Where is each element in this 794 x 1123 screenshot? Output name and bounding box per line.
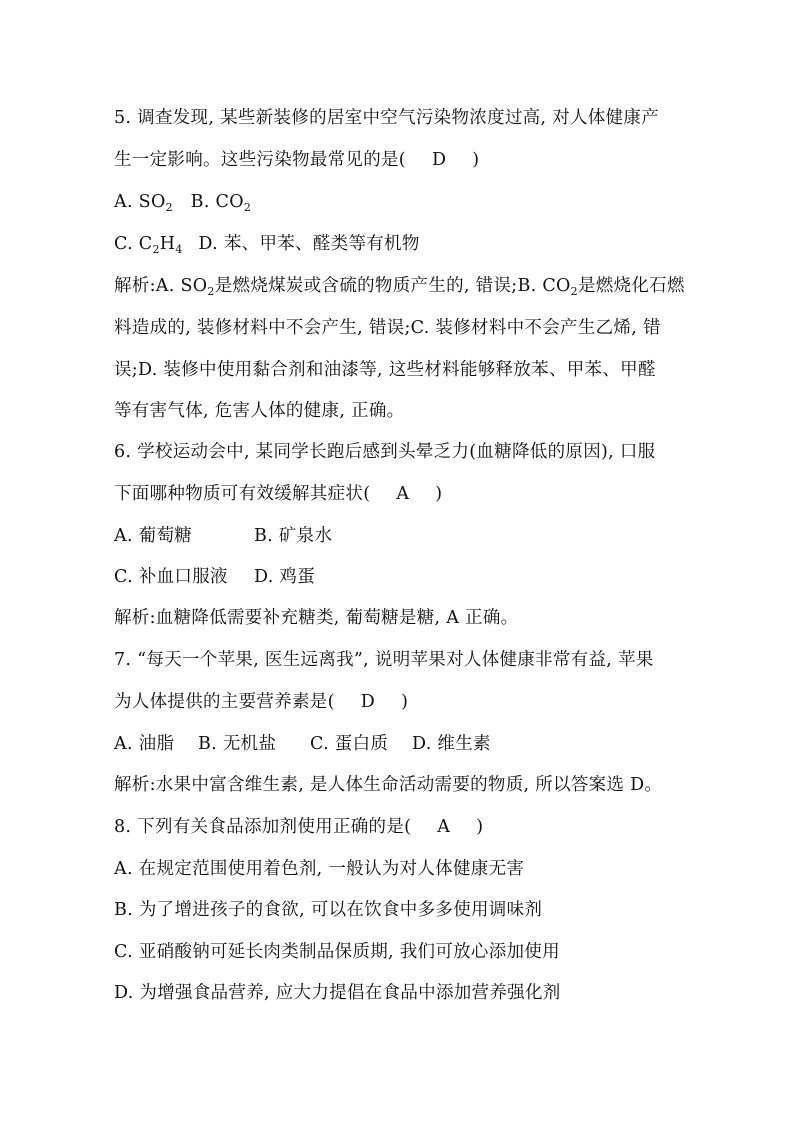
q5-stem-line2 <box>114 148 694 172</box>
q5-analysis-line3: 误;D. 装修中使用黏合剂和油漆等, 这些材料能够释放苯、甲苯、甲醛 <box>114 360 656 380</box>
q6-option-c: C. 补血口服液 <box>114 567 228 587</box>
q5-options-ab <box>114 190 694 214</box>
q5-option-b-text: B. CO <box>190 192 244 212</box>
q8-stem-text: 8. 下列有关食品添加剂使用正确的是( <box>114 817 412 837</box>
q5-analysis-part-b: 是燃烧煤炭或含硫的物质产生的, 错误;B. CO <box>214 276 571 296</box>
q5-option-b <box>191 192 252 212</box>
q5-option-a-sub: 2 <box>165 201 173 214</box>
q5-option-c-sub1: 2 <box>152 243 160 256</box>
q8-option-d: D. 为增强食品营养, 应大力提倡在食品中添加营养强化剂 <box>114 983 561 1003</box>
q8-close-paren: ) <box>476 817 484 837</box>
q5-analysis-line4: 等有害气体, 危害人体的健康, 正确。 <box>114 401 405 421</box>
q7-options <box>114 732 694 756</box>
q8-option-b: B. 为了增进孩子的食欲, 可以在饮食中多多使用调味剂 <box>114 900 543 920</box>
q5-option-a <box>114 192 173 212</box>
q5-analysis-part-c: 是燃烧化石燃 <box>577 276 685 296</box>
q6-close-paren: ) <box>435 484 443 504</box>
q5-option-a-text: A. SO <box>114 192 166 212</box>
q5-option-d: D. 苯、甲苯、醛类等有机物 <box>198 234 420 254</box>
q7-option-c: C. 蛋白质 <box>310 734 389 754</box>
q8-answer: A <box>437 817 451 837</box>
q5-options-cd <box>114 232 694 256</box>
q7-option-a: A. 油脂 <box>114 734 175 754</box>
q6-stem-text: 下面哪种物质可有效缓解其症状( <box>114 484 371 504</box>
q5-option-b-sub: 2 <box>243 201 252 214</box>
q5-answer: D <box>431 150 447 170</box>
q8-stem <box>114 815 694 839</box>
q7-stem-line2 <box>114 690 694 714</box>
q5-option-c-sub2: 4 <box>175 243 183 256</box>
q7-option-d: D. 维生素 <box>412 734 491 754</box>
q5-option-c-text: C. C <box>114 234 153 254</box>
q5-stem-text: 生一定影响。这些污染物最常见的是( <box>114 150 406 170</box>
q6-answer: A <box>396 484 410 504</box>
q5-analysis-part-a: 解析:A. SO <box>114 276 208 296</box>
q8-option-a: A. 在规定范围使用着色剂, 一般认为对人体健康无害 <box>114 859 525 879</box>
q5-stem-line1: 5. 调查发现, 某些新装修的居室中空气污染物浓度过高, 对人体健康产 <box>114 108 660 128</box>
q6-option-a: A. 葡萄糖 <box>114 526 193 546</box>
q5-close-paren: ) <box>472 150 480 170</box>
q7-option-b: B. 无机盐 <box>198 734 277 754</box>
q6-options-cd <box>114 565 694 589</box>
q5-analysis-line1 <box>114 274 694 298</box>
q6-options-ab <box>114 524 694 548</box>
q6-analysis: 解析:血糖降低需要补充糖类, 葡萄糖是糖, A 正确。 <box>114 608 519 628</box>
q8-option-c: C. 亚硝酸钠可延长肉类制品保质期, 我们可放心添加使用 <box>114 942 560 962</box>
q7-stem-line1: 7. “每天一个苹果, 医生远离我”, 说明苹果对人体健康非常有益, 苹果 <box>114 650 654 670</box>
q5-option-c-mid: H <box>159 234 176 254</box>
q5-analysis-line2: 料造成的, 装修材料中不会产生, 错误;C. 装修材料中不会产生乙烯, 错 <box>114 318 661 338</box>
q5-analysis-sub2: 2 <box>570 285 578 298</box>
q6-option-d: D. 鸡蛋 <box>254 567 316 587</box>
q7-answer: D <box>360 692 376 712</box>
q6-stem-line1: 6. 学校运动会中, 某同学长跑后感到头晕乏力(血糖降低的原因), 口服 <box>114 442 656 462</box>
q6-option-b: B. 矿泉水 <box>254 526 333 546</box>
q7-close-paren: ) <box>401 692 409 712</box>
q5-analysis-sub1: 2 <box>207 285 215 298</box>
q7-stem-text: 为人体提供的主要营养素是( <box>114 692 335 712</box>
q5-option-c <box>114 234 183 254</box>
q7-analysis: 解析:水果中富含维生素, 是人体生命活动需要的物质, 所以答案选 D。 <box>114 775 663 795</box>
q6-stem-line2 <box>114 482 694 506</box>
